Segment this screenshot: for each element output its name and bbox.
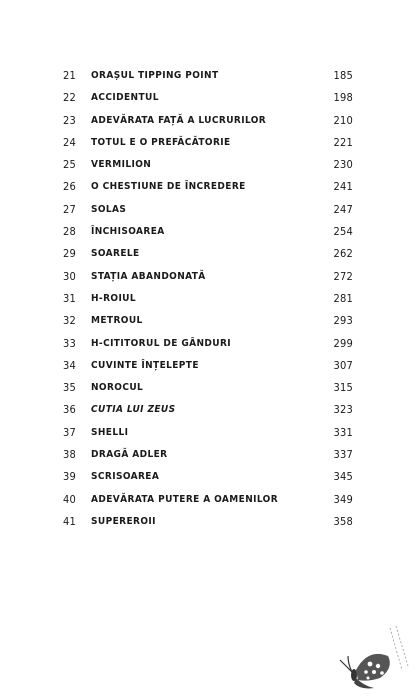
chapter-title: STAȚIA ABANDONATĂ	[91, 270, 206, 282]
page-number: 281	[333, 291, 353, 305]
chapter-title: SHELLI	[91, 426, 129, 438]
chapter-number: 33	[63, 336, 76, 350]
chapter-number: 25	[63, 158, 76, 172]
chapter-number: 30	[63, 269, 76, 283]
page-number: 221	[333, 135, 353, 149]
toc-entry	[63, 176, 353, 198]
table-of-contents	[63, 65, 353, 533]
toc-entry	[63, 154, 353, 176]
page-number: 323	[333, 403, 353, 417]
toc-entry	[63, 466, 353, 488]
chapter-number: 22	[63, 91, 76, 105]
chapter-number: 26	[63, 180, 76, 194]
page-number: 230	[333, 158, 353, 172]
page-number: 293	[333, 314, 353, 328]
page-number: 272	[333, 269, 353, 283]
chapter-number: 35	[63, 381, 76, 395]
toc-entry	[63, 87, 353, 109]
page-number: 307	[333, 358, 353, 372]
toc-entry	[63, 65, 353, 87]
page-number: 241	[333, 180, 353, 194]
chapter-number: 40	[63, 492, 76, 506]
chapter-number: 41	[63, 514, 76, 528]
page-number: 254	[333, 225, 353, 239]
chapter-title: ADEVĂRATA PUTERE A OAMENILOR	[91, 493, 279, 505]
page-number: 337	[333, 448, 353, 462]
chapter-title: METROUL	[91, 315, 143, 327]
chapter-title: CUTIA LUI ZEUS	[91, 404, 176, 416]
chapter-number: 23	[63, 113, 76, 127]
chapter-number: 32	[63, 314, 76, 328]
chapter-title: H-CITITORUL DE GÂNDURI	[91, 337, 232, 349]
page-number: 331	[333, 425, 353, 439]
chapter-title: NOROCUL	[91, 382, 144, 394]
page-number: 247	[333, 202, 353, 216]
page-number: 185	[333, 69, 353, 82]
chapter-number: 24	[63, 135, 76, 149]
page-number: 210	[333, 113, 353, 127]
toc-entry	[63, 422, 353, 444]
chapter-title: VERMILION	[91, 159, 152, 171]
chapter-number: 31	[63, 291, 76, 305]
chapter-number: 28	[63, 225, 76, 239]
chapter-title: ÎNCHISOAREA	[91, 226, 165, 238]
chapter-title: CUVINTE ÎNȚELEPTE	[91, 359, 199, 371]
chapter-title: O CHESTIUNE DE ÎNCREDERE	[91, 181, 246, 193]
page-number: 358	[333, 514, 353, 528]
toc-entry	[63, 310, 353, 332]
chapter-number: 34	[63, 358, 76, 372]
chapter-number: 36	[63, 403, 76, 417]
toc-entry	[63, 399, 353, 421]
page-number: 299	[333, 336, 353, 350]
chapter-title: SOARELE	[91, 248, 140, 260]
page-number: 345	[333, 470, 353, 484]
chapter-number: 27	[63, 202, 76, 216]
toc-entry	[63, 355, 353, 377]
toc-entry	[63, 266, 353, 288]
page-number: 349	[333, 492, 353, 506]
chapter-title: TOTUL E O PREFĂCĂTORIE	[91, 136, 231, 148]
toc-entry	[63, 110, 353, 132]
chapter-number: 21	[63, 69, 76, 82]
chapter-title: DRAGĂ ADLER	[91, 449, 168, 461]
chapter-title: SCRISOAREA	[91, 471, 160, 483]
chapter-number: 37	[63, 425, 76, 439]
toc-entry	[63, 221, 353, 243]
chapter-title: SUPEREROII	[91, 515, 156, 527]
toc-entry	[63, 333, 353, 355]
chapter-title: H-ROIUL	[91, 292, 137, 304]
chapter-title: ADEVĂRATA FAȚĂ A LUCRURILOR	[91, 114, 267, 126]
chapter-title: ACCIDENTUL	[91, 92, 159, 104]
chapter-number: 29	[63, 247, 76, 261]
toc-entry	[63, 489, 353, 511]
page-number: 262	[333, 247, 353, 261]
page-number: 315	[333, 381, 353, 395]
toc-entry	[63, 199, 353, 221]
toc-entry	[63, 288, 353, 310]
toc-entry	[63, 132, 353, 154]
page-number: 198	[333, 91, 353, 105]
toc-entry	[63, 444, 353, 466]
toc-entry	[63, 243, 353, 265]
chapter-title: ORAȘUL TIPPING POINT	[91, 70, 219, 81]
toc-entry	[63, 377, 353, 399]
chapter-number: 38	[63, 448, 76, 462]
moth-icon	[330, 620, 410, 690]
toc-entry	[63, 511, 353, 533]
chapter-number: 39	[63, 470, 76, 484]
chapter-title: SOLAS	[91, 203, 127, 215]
